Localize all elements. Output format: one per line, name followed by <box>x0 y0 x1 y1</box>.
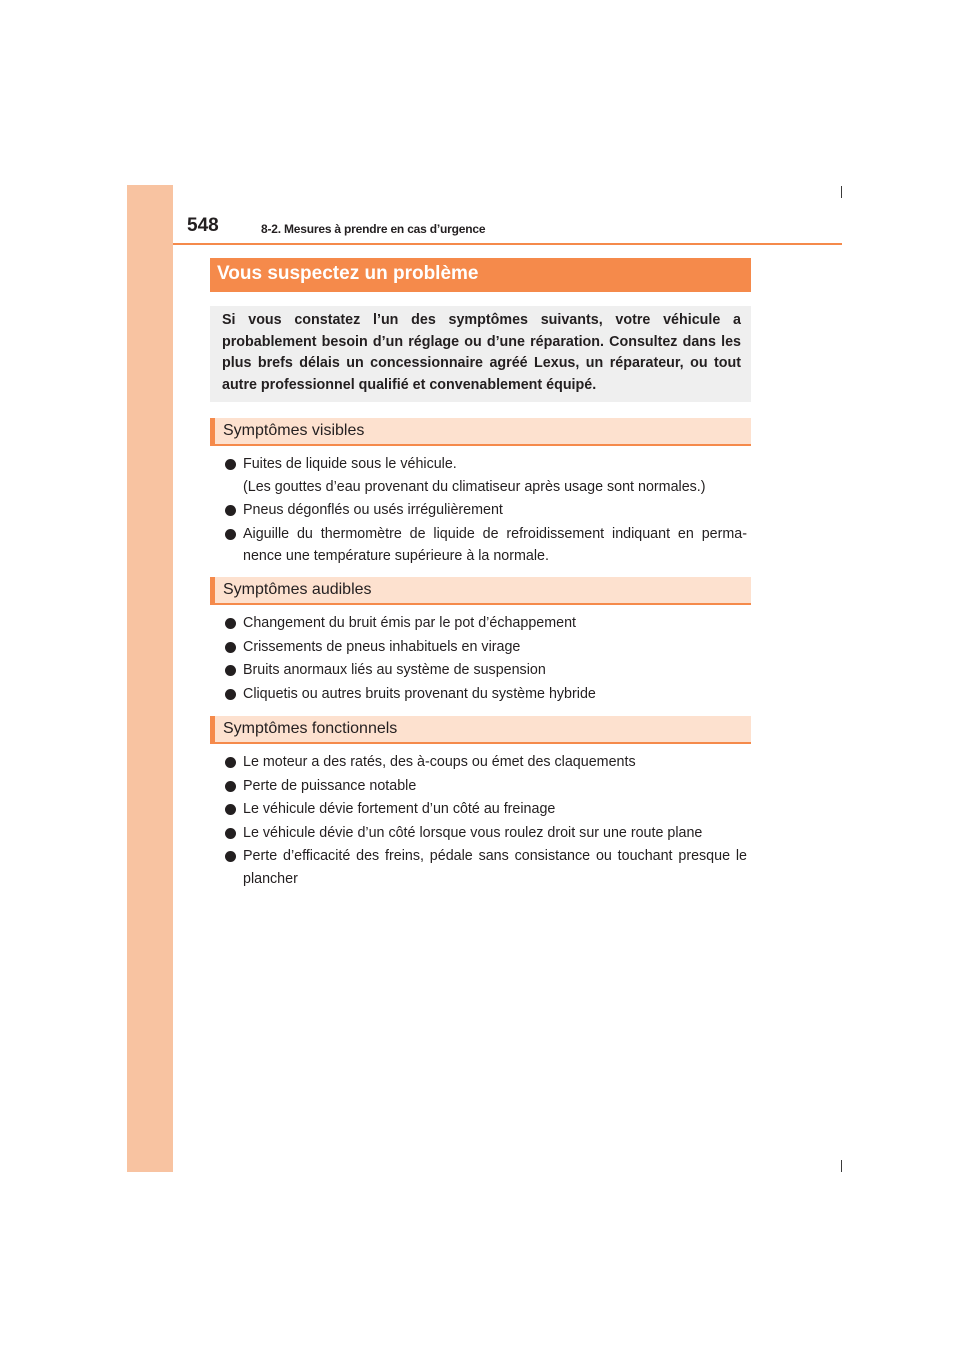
bullet-icon <box>225 689 236 700</box>
list-item <box>225 845 747 890</box>
list-item-text: Changement du bruit émis par le pot d’échappement <box>243 615 577 631</box>
list-item <box>225 659 747 682</box>
list-item-note: (Les gouttes d’eau provenant du climatiseur après usage sont normales.) <box>243 478 706 495</box>
list-item <box>225 499 747 522</box>
bullet-icon <box>225 851 236 862</box>
list-item <box>225 636 747 659</box>
list-item-text: Fuites de liquide sous le véhicule. <box>243 456 457 472</box>
list-item-text: Le véhicule dévie d’un côté lorsque vous roulez droit sur une route plane <box>243 824 703 841</box>
list-item <box>225 683 747 706</box>
intro-box: Si vous constatez l’un des symptômes suivants, votre véhicule a probablement besoin d’un réglage ou d’une réparation. Consultez dans les plus brefs délais un concessionnaire agréé Lexus, un réparateur, ou tout autre professionnel qualifié et convenablement équipé. <box>210 306 751 402</box>
bullet-icon <box>225 618 236 629</box>
bullet-icon <box>225 828 236 839</box>
page-number: 548 <box>187 215 219 236</box>
bullet-icon <box>225 804 236 815</box>
bullet-icon <box>225 459 236 470</box>
section-heading-fonctionnels: Symptômes fonctionnels <box>210 716 751 744</box>
list-item <box>225 612 747 635</box>
list-item-text: Bruits anormaux liés au système de suspension <box>243 662 546 678</box>
list-item <box>225 453 747 498</box>
list-item-text: Cliquetis ou autres bruits provenant du système hybride <box>243 685 596 702</box>
list-visibles <box>225 453 747 569</box>
list-item-text: Perte de puissance notable <box>243 777 417 794</box>
bullet-icon <box>225 781 236 792</box>
section-heading-visibles: Symptômes visibles <box>210 418 751 446</box>
list-item <box>225 798 747 821</box>
list-item <box>225 523 747 568</box>
chapter-side-band <box>127 185 173 1172</box>
list-item-text: Perte d’efficacité des freins, pédale sans consistance ou touchant presque le plancher <box>243 848 747 887</box>
crop-mark-bottom <box>841 1160 842 1172</box>
list-item <box>225 822 747 845</box>
bullet-icon <box>225 665 236 676</box>
bullet-icon <box>225 505 236 516</box>
list-item-text: Pneus dégonflés ou usés irrégulièrement <box>243 502 503 518</box>
list-item-text: Le moteur a des ratés, des à-coups ou émet des claquements <box>243 754 636 770</box>
crop-mark-top <box>841 186 842 198</box>
list-fonctionnels <box>225 751 747 891</box>
list-item-text: Le véhicule dévie fortement d’un côté au freinage <box>243 801 556 817</box>
bullet-icon <box>225 642 236 653</box>
bullet-icon <box>225 757 236 768</box>
list-item <box>225 775 747 798</box>
section-heading-audibles: Symptômes audibles <box>210 577 751 605</box>
list-item <box>225 751 747 774</box>
bullet-icon <box>225 529 236 540</box>
page-title: Vous suspectez un problème <box>210 258 751 292</box>
list-item-text: Crissements de pneus inhabituels en virage <box>243 638 521 655</box>
header-rule <box>173 243 842 245</box>
section-label: 8-2. Mesures à prendre en cas d’urgence <box>261 222 486 236</box>
list-item-text: Aiguille du thermomètre de liquide de refroidissement indiquant en perma-nence une température supérieure à la normale. <box>243 525 747 564</box>
list-audibles <box>225 612 747 706</box>
page-header <box>127 215 842 245</box>
